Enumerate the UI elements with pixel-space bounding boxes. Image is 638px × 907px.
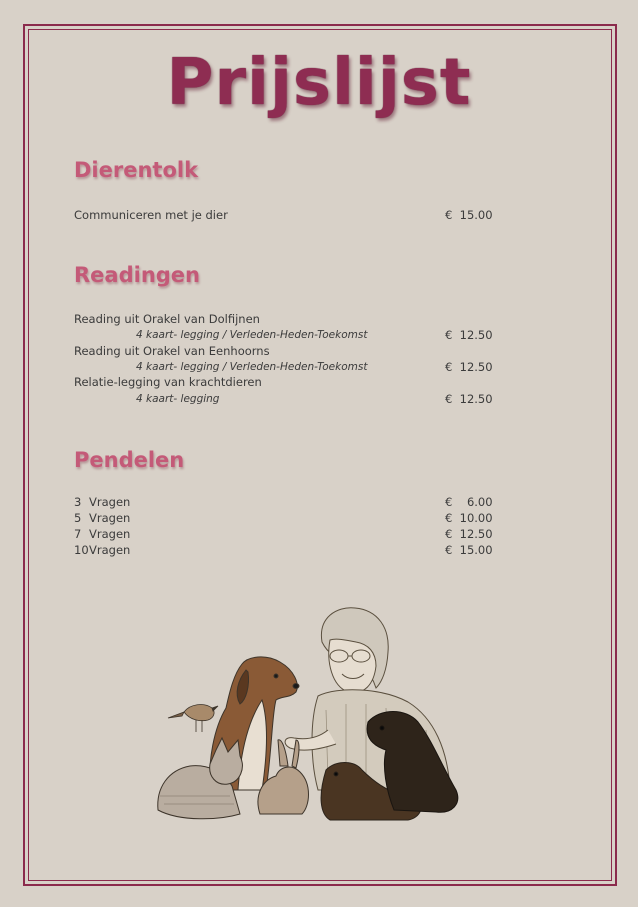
currency-symbol: €: [445, 392, 453, 406]
price-row: [74, 494, 494, 510]
item-price: [445, 207, 493, 223]
item-label: Reading uit Orakel van Dolfijnen: [74, 312, 260, 326]
item-label: Vragen: [89, 543, 131, 557]
item-price: [445, 494, 493, 510]
item-subtitle: 4 kaart- legging / Verleden-Heden-Toekomst: [136, 329, 368, 341]
item-label: Relatie-legging van krachtdieren: [74, 375, 262, 389]
currency-symbol: €: [445, 208, 453, 222]
page-title: Prijslijst: [166, 46, 472, 120]
price-value: 12.50: [459, 360, 493, 374]
currency-symbol: €: [445, 360, 453, 374]
cat-figure: [158, 738, 243, 819]
section-heading-pendelen: Pendelen: [74, 448, 185, 472]
item-label: Communiceren met je dier: [74, 208, 228, 222]
question-count: 7: [74, 527, 82, 541]
question-count: 3: [74, 495, 82, 509]
section-heading-dierentolk: Dierentolk: [74, 158, 199, 182]
currency-symbol: €: [445, 527, 453, 541]
item-price: [445, 359, 493, 375]
item-price: [445, 510, 493, 526]
item-subtitle: 4 kaart- legging / Verleden-Heden-Toekomst: [136, 361, 368, 373]
price-value: 12.50: [459, 328, 493, 342]
woman-with-animals-illustration: [150, 600, 495, 830]
question-count: 5: [74, 511, 82, 525]
item-label: Reading uit Orakel van Eenhoorns: [74, 344, 270, 358]
price-value: 6.00: [466, 495, 493, 509]
price-value: 15.00: [459, 208, 493, 222]
item-price: [445, 526, 493, 542]
question-count: 10: [74, 543, 89, 557]
item-label: Vragen: [89, 495, 131, 509]
bird-figure: [168, 705, 218, 732]
item-label: Vragen: [89, 511, 131, 525]
item-price: [445, 391, 493, 407]
reading-detail-row: [74, 327, 494, 343]
reading-label-row: [74, 374, 494, 390]
currency-symbol: €: [445, 328, 453, 342]
price-value: 12.50: [459, 392, 493, 406]
reading-detail-row: [74, 359, 494, 375]
price-row: [74, 207, 494, 223]
currency-symbol: €: [445, 495, 453, 509]
price-row: [74, 526, 494, 542]
section-heading-readingen: Readingen: [74, 263, 200, 287]
item-subtitle: 4 kaart- legging: [136, 393, 220, 405]
reading-detail-row: [74, 391, 494, 407]
price-value: 15.00: [459, 543, 493, 557]
item-price: [445, 542, 493, 558]
reading-label-row: [74, 343, 494, 359]
price-row: [74, 542, 494, 558]
currency-symbol: €: [445, 511, 453, 525]
price-value: 10.00: [459, 511, 493, 525]
price-row: [74, 510, 494, 526]
price-value: 12.50: [459, 527, 493, 541]
reading-label-row: [74, 311, 494, 327]
currency-symbol: €: [445, 543, 453, 557]
item-price: [445, 327, 493, 343]
item-label: Vragen: [89, 527, 131, 541]
